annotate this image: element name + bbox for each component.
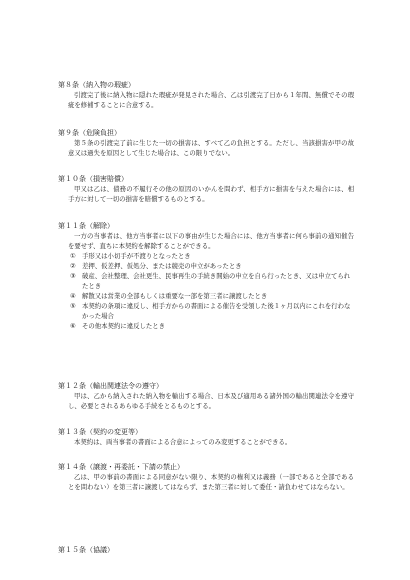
article-9 [58,128,354,158]
list-item: ④ 解散又は営業の全部もしくは重要な一部を第三者に譲渡したとき [70,292,268,300]
list-item: ② 差押、仮差押、仮処分、または競売の申立があったとき [70,262,242,270]
list-item: ① 手形又は小切手が不渡りとなったとき [70,252,191,260]
list-item: ③ 破産、会社整理、会社更生、民事再生の手続き開始の申立を自ら行ったとき、又は申立てられたとき [70,272,351,290]
termination-conditions-list [58,251,354,331]
article-heading: 第８条（納入物の瑕疵） [58,81,135,89]
article-heading: 第１５条（協議） [58,546,114,554]
article-paragraph: 甲は、乙から納入された納入物を輸出する場合、日本及び適用ある諸外国の輸出関連法令を遵守し、必要とされるあらゆる手続をとるものとする。 [68,392,354,410]
article-paragraph: 本契約は、両当事者の書面による合意によってのみ変更することができる。 [74,438,292,446]
article-13 [58,427,354,447]
article-heading: 第１３条（契約の変更等） [58,428,142,436]
article-heading: 第１０条（損害賠償） [58,175,128,183]
list-item: ⑤ 本契約の条項に違反し、相手方からの書面による催告を受領した後１ヶ月以内にこれを行わなかった場合 [70,302,351,320]
article-paragraph: 乙は、甲の事前の書面による同意がない限り、本契約の権利又は義務（一部であると全部であるとを問わない）を第三者に譲渡してはならず、また第三者に対して委任・請負わせてはならない。 [68,473,354,491]
article-8 [58,80,354,110]
article-heading: 第１４条（譲渡・再委託・下請の禁止） [58,463,184,471]
article-14 [58,462,354,492]
article-15 [58,545,354,555]
article-12 [58,381,354,411]
article-10 [58,174,354,204]
article-paragraph: 引渡完了後に納入物に隠れた瑕疵が発見された場合、乙は引渡完了日から１年間、無償でその瑕疵を修補することに合意する。 [68,91,354,109]
article-paragraph: 甲又は乙は、債務の不履行その他の原因のいかんを問わず、相手方に損害を与えた場合には、相手方に対して一切の損害を賠償するものとする。 [68,185,354,203]
article-paragraph: 一方の当事者は、他方当事者に以下の事由が生じた場合には、他方当事者に何ら事前の通知催告を要せず、直ちに本契約を解除することができる。 [68,232,354,250]
article-heading: 第１２条（輸出関連法令の遵守） [58,382,163,390]
article-11 [58,221,354,331]
article-heading: 第１１条（解除） [58,222,114,230]
list-item: ⑥ その他本契約に違反したとき [70,322,166,330]
article-heading: 第９条（危険負担） [58,129,121,137]
article-paragraph: 第５条の引渡完了前に生じた一切の損害は、すべて乙の負担とする。ただし、当該損害が甲の故意又は過失を原因として生じた場合は、この限りでない。 [68,139,354,157]
